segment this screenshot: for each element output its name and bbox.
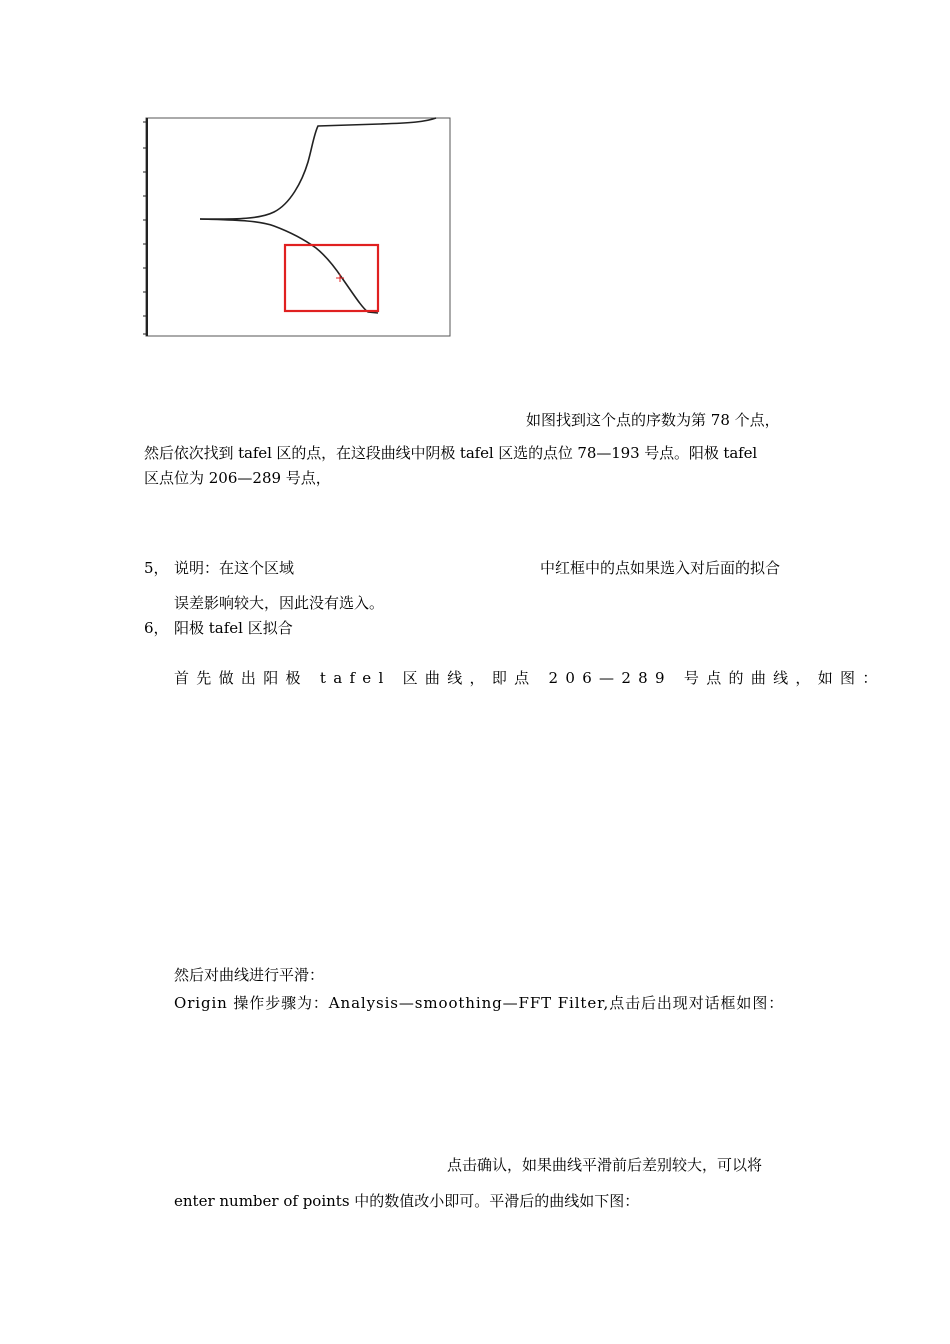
selected-point-marker <box>336 274 344 282</box>
plot-frame <box>146 118 450 336</box>
tafel-curve-figure <box>140 112 452 340</box>
item-5-text-a: 说明：在这个区域 <box>174 559 295 577</box>
item-5-number: 5， <box>144 559 169 577</box>
text-line-3: 区点位为 206—289 号点， <box>144 469 331 487</box>
text-line-10: 点击确认，如果曲线平滑前后差别较大，可以将 <box>447 1156 763 1174</box>
item-5-text-b: 中红框中的点如果选入对后面的拟合 <box>540 559 781 577</box>
text-line-8: 然后对曲线进行平滑： <box>174 966 325 984</box>
text-line-11: enter number of points 中的数值改小即可。平滑后的曲线如下图： <box>174 1192 640 1210</box>
item-6-number: 6， <box>144 619 169 637</box>
highlight-box <box>285 245 378 311</box>
item-5-text-c: 误差影响较大，因此没有选入。 <box>174 594 385 612</box>
text-line-7: 首先做出阳极 tafel 区曲线，即点 206—289 号点的曲线，如图： <box>174 669 885 687</box>
text-line-1: 如图找到这个点的序数为第 78 个点， <box>526 411 780 429</box>
text-line-2: 然后依次找到 tafel 区的点，在这段曲线中阴极 tafel 区选的点位 78—193 号点。阳极 tafel <box>144 444 758 462</box>
anodic-branch <box>200 118 436 219</box>
item-6-heading: 阳极 tafel 区拟合 <box>174 619 293 637</box>
cathodic-branch <box>200 219 378 313</box>
text-line-9: Origin 操作步骤为：Analysis—smoothing—FFT Filter,点击后出现对话框如图： <box>174 994 785 1012</box>
